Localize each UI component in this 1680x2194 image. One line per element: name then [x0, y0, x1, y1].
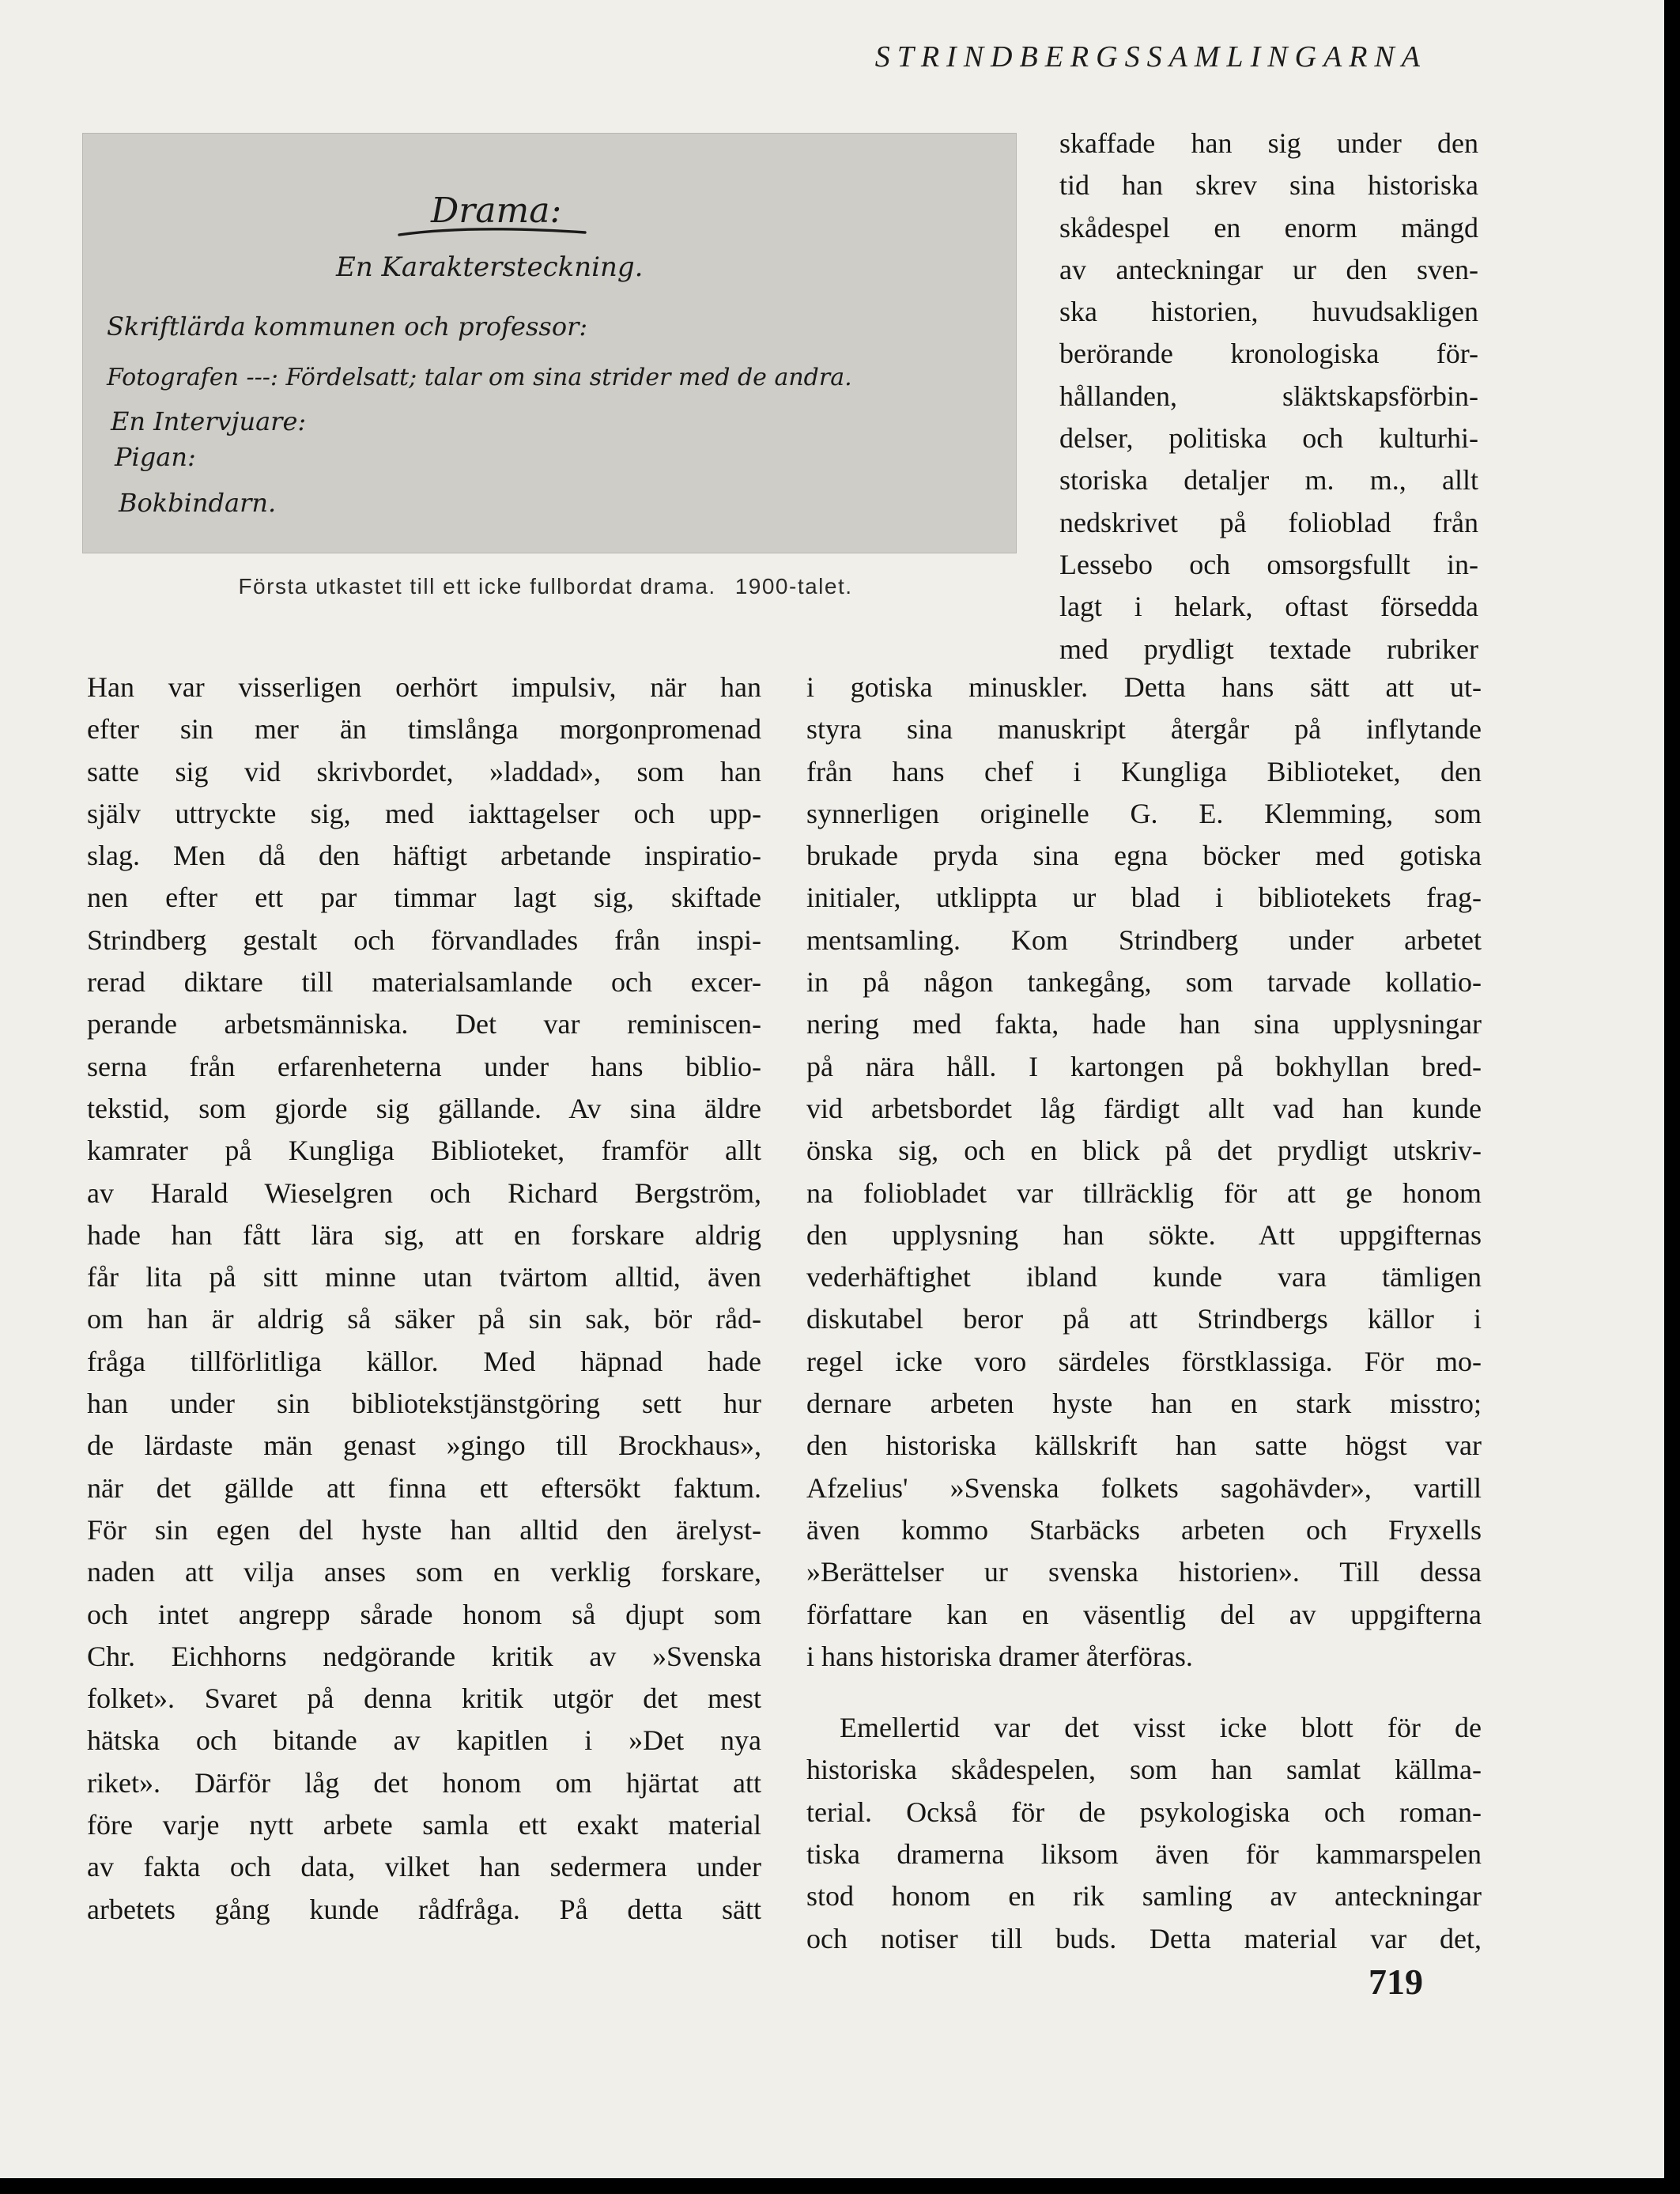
text-line: synnerligen originelle G. E. Klemming, som: [806, 797, 1482, 829]
text-line: tiska dramerna liksom även för kammarspelen: [806, 1838, 1482, 1871]
text-line: stod honom en rik samling av anteckningar: [806, 1880, 1482, 1913]
text-line: in på någon tankegång, som tarvade kollatio-: [806, 966, 1482, 999]
column-top-right: [1059, 123, 1478, 670]
manuscript-line: Skriftlärda kommunen och professor:: [107, 312, 588, 342]
text-line: naden att vilja anses som en verklig forskare,: [87, 1556, 761, 1588]
text-line: skådespel en enorm mängd: [1059, 211, 1478, 244]
text-line: ska historien, huvudsakligen: [1059, 296, 1478, 328]
manuscript-line: Fotografen ---: Fördelsatt; talar om sina strider med de andra.: [107, 364, 852, 391]
text-line: och intet angrepp sårade honom så djupt som: [87, 1598, 761, 1630]
text-line: kamrater på Kungliga Biblioteket, framför allt: [87, 1135, 761, 1167]
text-line: författare kan en väsentlig del av uppgifterna: [806, 1598, 1482, 1630]
column-right: [806, 667, 1482, 1960]
text-line: dernare arbeten hyste han en stark misstro;: [806, 1388, 1482, 1420]
manuscript-line: Drama:: [431, 191, 562, 231]
text-line: vid arbetsbordet låg färdigt allt vad han kunde: [806, 1092, 1482, 1124]
text-line: diskutabel beror på att Strindbergs källor i: [806, 1303, 1482, 1335]
text-line: av anteckningar ur den sven-: [1059, 253, 1478, 285]
text-line: riket». Därför låg det honom om hjärtat att: [87, 1766, 761, 1799]
text-line: För sin egen del hyste han alltid den ärelyst-: [87, 1513, 761, 1546]
manuscript-photo: [82, 133, 1017, 553]
text-line: lagt i helark, oftast försedda: [1059, 591, 1478, 623]
text-line: arbetets gång kunde rådfråga. På detta sätt: [87, 1893, 761, 1925]
text-line: även kommo Starbäcks arbeten och Fryxells: [806, 1513, 1482, 1546]
text-line: med prydligt textade rubriker: [1059, 633, 1478, 665]
text-line: tid han skrev sina historiska: [1059, 169, 1478, 202]
text-line: hätska och bitande av kapitlen i »Det nya: [87, 1724, 761, 1757]
text-line: efter sin mer än timslånga morgonpromenad: [87, 713, 761, 746]
text-line: före varje nytt arbete samla ett exakt material: [87, 1809, 761, 1841]
manuscript-drawing: [83, 134, 1016, 553]
text-line: Afzelius' »Svenska folkets sagohävder», vartill: [806, 1471, 1482, 1504]
text-line: styra sina manuskript återgår på inflytande: [806, 713, 1482, 746]
text-line: berörande kronologiska för-: [1059, 338, 1478, 370]
text-line: nen efter ett par timmar lagt sig, skiftade: [87, 882, 761, 914]
text-line: får lita på sitt minne utan tvärtom alltid, även: [87, 1261, 761, 1293]
text-line: Han var visserligen oerhört impulsiv, när han: [87, 671, 761, 703]
text-line: initialer, utklippta ur blad i bibliotekets frag-: [806, 882, 1482, 914]
text-line: brukade pryda sina egna böcker med gotiska: [806, 840, 1482, 872]
text-line: historiska skådespelen, som han samlat källma-: [806, 1754, 1482, 1786]
figure-caption: [0, 574, 1091, 599]
text-line: terial. Också för de psykologiska och roman-: [806, 1796, 1482, 1828]
text-line: vederhäftighet ibland kunde vara tämligen: [806, 1261, 1482, 1293]
text-line: skaffade han sig under den: [1059, 127, 1478, 159]
text-line: fråga tillförlitliga källor. Med häpnad hade: [87, 1345, 761, 1377]
text-line: mentsamling. Kom Strindberg under arbetet: [806, 923, 1482, 956]
text-line: den historiska källskrift han satte högst var: [806, 1429, 1482, 1462]
text-line: och notiser till buds. Detta material var det,: [806, 1922, 1482, 1954]
text-line: regel icke voro särdeles förstklassiga. För mo-: [806, 1345, 1482, 1377]
paragraph-break: [806, 1678, 1482, 1707]
text-line: satte sig vid skrivbordet, »laddad», som han: [87, 755, 761, 787]
text-line: på nära håll. I kartongen på bokhyllan bred-: [806, 1050, 1482, 1082]
text-line: nedskrivet på folioblad från: [1059, 506, 1478, 538]
text-line: hade han fått lära sig, att en forskare aldrig: [87, 1218, 761, 1251]
text-line: slag. Men då den häftigt arbetande inspiratio-: [87, 840, 761, 872]
text-line: om han är aldrig så säker på sin sak, bör råd-: [87, 1303, 761, 1335]
text-line: av Harald Wieselgren och Richard Bergström,: [87, 1176, 761, 1209]
manuscript-line: Bokbindarn.: [119, 488, 277, 518]
text-line: Chr. Eichhorns nedgörande kritik av »Svenska: [87, 1640, 761, 1672]
text-line: na foliobladet var tillräcklig för att ge honom: [806, 1176, 1482, 1209]
text-line: från hans chef i Kungliga Biblioteket, den: [806, 755, 1482, 787]
text-line: folket». Svaret på denna kritik utgör det mest: [87, 1682, 761, 1715]
text-line: Strindberg gestalt och förvandlades från inspi-: [87, 923, 761, 956]
text-line: de lärdaste män genast »gingo till Brockhaus»,: [87, 1429, 761, 1462]
text-line: i gotiska minuskler. Detta hans sätt att ut-: [806, 671, 1482, 703]
text-line: när det gällde att finna ett eftersökt faktum.: [87, 1471, 761, 1504]
text-line: hållanden, släktskapsförbin-: [1059, 380, 1478, 412]
text-line: delser, politiska och kulturhi-: [1059, 422, 1478, 455]
text-line: önska sig, och en blick på det prydligt utskriv-: [806, 1135, 1482, 1167]
text-line: själv uttryckte sig, med iakttagelser och upp-: [87, 797, 761, 829]
text-line: Emellertid var det visst icke blott för de: [840, 1712, 1482, 1744]
text-line: »Berättelser ur svenska historien». Till dessa: [806, 1556, 1482, 1588]
caption-date: 1900-talet.: [734, 574, 853, 599]
text-line: han under sin bibliotekstjänstgöring sett hur: [87, 1388, 761, 1420]
caption-text: Första utkastet till ett icke fullbordat drama.: [238, 574, 716, 599]
manuscript-line: Pigan:: [115, 442, 196, 472]
text-line: perande arbetsmänniska. Det var reminiscen-: [87, 1008, 761, 1040]
text-line: serna från erfarenheterna under hans biblio-: [87, 1050, 761, 1082]
page-number: 719: [1369, 1962, 1423, 2002]
text-line: Lessebo och omsorgsfullt in-: [1059, 548, 1478, 580]
column-left: [87, 667, 761, 1931]
text-line: av fakta och data, vilket han sedermera under: [87, 1851, 761, 1883]
text-line: nering med fakta, hade han sina upplysningar: [806, 1008, 1482, 1040]
text-line: storiska detaljer m. m., allt: [1059, 464, 1478, 497]
text-line: i hans historiska dramer återföras.: [806, 1640, 1193, 1672]
running-head: STRINDBERGSSAMLINGARNA: [874, 40, 1427, 74]
text-line: den upplysning han sökte. Att uppgifternas: [806, 1218, 1482, 1251]
text-line: tekstid, som gjorde sig gällande. Av sina äldre: [87, 1092, 761, 1124]
text-line: rerad diktare till materialsamlande och excer-: [87, 966, 761, 999]
manuscript-line: En Karaktersteckning.: [336, 251, 644, 283]
manuscript-line: En Intervjuare:: [111, 406, 307, 436]
